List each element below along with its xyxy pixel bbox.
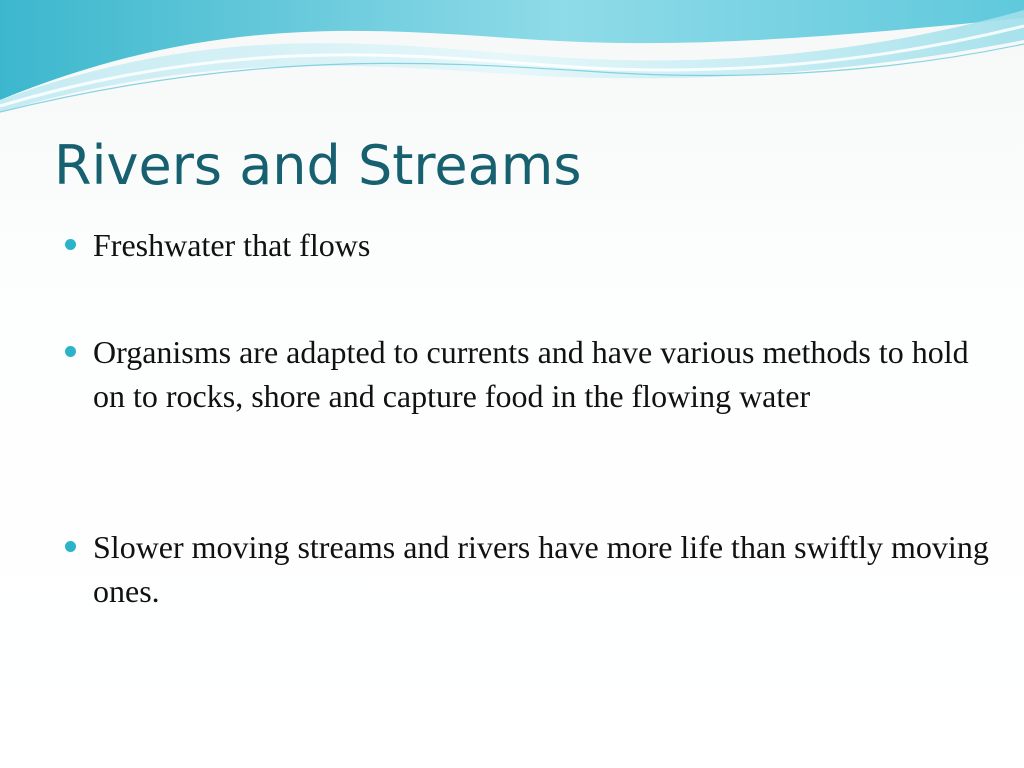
bullet-dot-icon bbox=[65, 541, 76, 552]
bullet-dot-icon bbox=[65, 346, 76, 357]
bullet-text: Freshwater that flows bbox=[93, 227, 371, 263]
bullet-item bbox=[93, 223, 993, 267]
bullet-dot-icon bbox=[65, 239, 76, 250]
slide-title: Rivers and Streams bbox=[54, 134, 582, 197]
bullet-text: Slower moving streams and rivers have more life than swiftly moving ones. bbox=[93, 529, 989, 609]
bullet-item bbox=[93, 525, 993, 613]
bullet-item bbox=[93, 330, 993, 418]
header-wave-decoration bbox=[0, 0, 1024, 130]
bullet-text: Organisms are adapted to currents and have various methods to hold on to rocks, shore and capture food in the flowing water bbox=[93, 334, 969, 414]
